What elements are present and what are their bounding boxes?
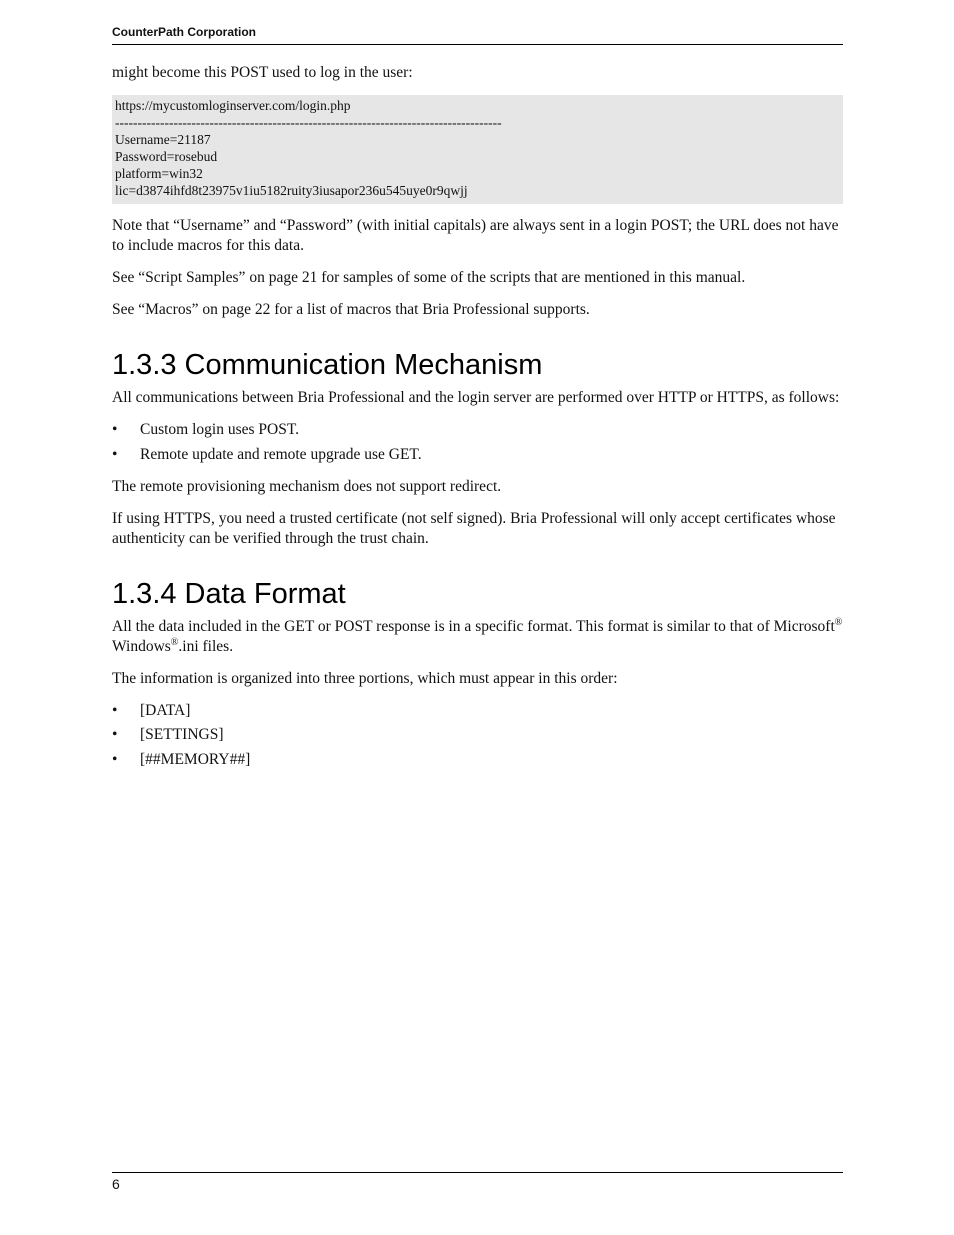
page-number: 6 xyxy=(112,1176,120,1192)
bullet-icon: • xyxy=(112,726,118,743)
data-format-text-3: .ini files. xyxy=(178,637,234,655)
page-content xyxy=(112,63,843,782)
communication-bullet-list xyxy=(112,420,843,465)
note-paragraph: Note that “Username” and “Password” (with initial capitals) are always sent in a login POST; the URL does not have to include macros for this data. xyxy=(112,217,839,254)
list-item-text: Custom login uses POST. xyxy=(140,421,300,438)
portions-paragraph: The information is organized into three portions, which must appear in this order: xyxy=(112,669,618,687)
code-line-username: Username=21187 xyxy=(115,132,211,147)
list-item xyxy=(112,420,843,440)
list-item-text: [SETTINGS] xyxy=(140,726,224,743)
data-format-paragraph xyxy=(112,617,843,657)
list-item xyxy=(112,725,843,745)
code-line-separator: -------------------------------------------------------------------------------------- xyxy=(115,115,502,130)
macros-paragraph: See “Macros” on page 22 for a list of macros that Bria Professional supports. xyxy=(112,301,590,318)
code-block xyxy=(112,95,843,204)
list-item-text: [##MEMORY##] xyxy=(140,750,251,768)
data-format-text-2: Windows xyxy=(112,637,171,655)
list-item xyxy=(112,701,843,721)
list-item xyxy=(112,445,843,465)
header-rule xyxy=(112,44,843,45)
footer-rule xyxy=(112,1172,843,1173)
https-paragraph: If using HTTPS, you need a trusted certificate (not self signed). Bria Professional will only accept certificates whose authenticity can be verified through the trust chain. xyxy=(112,509,836,547)
script-samples-paragraph: See “Script Samples” on page 21 for samples of some of the scripts that are mentioned in this manual. xyxy=(112,269,746,286)
portions-bullet-list xyxy=(112,701,843,770)
code-line-password: Password=rosebud xyxy=(115,149,218,164)
bullet-icon: • xyxy=(112,750,118,768)
bullet-icon: • xyxy=(112,445,118,463)
section-heading-communication: 1.3.3 Communication Mechanism xyxy=(112,349,543,381)
list-item-text: Remote update and remote upgrade use GET. xyxy=(140,445,422,463)
bullet-icon: • xyxy=(112,421,118,438)
list-item-text: [DATA] xyxy=(140,701,191,719)
running-header: CounterPath Corporation xyxy=(112,25,256,39)
section-heading-data-format: 1.3.4 Data Format xyxy=(112,577,346,610)
code-line-lic: lic=d3874ihfd8t23975v1iu5182ruity3iusapor236u545uye0r9qwjj xyxy=(115,183,468,198)
intro-paragraph: might become this POST used to log in the user: xyxy=(112,64,413,81)
redirect-paragraph: The remote provisioning mechanism does not support redirect. xyxy=(112,477,502,495)
document-page xyxy=(112,0,843,1235)
code-line-url: https://mycustomloginserver.com/login.php xyxy=(115,98,351,113)
registered-mark: ® xyxy=(170,636,179,648)
code-line-platform: platform=win32 xyxy=(115,166,203,181)
list-item xyxy=(112,750,843,770)
bullet-icon: • xyxy=(112,701,118,719)
registered-mark: ® xyxy=(834,616,843,628)
communication-intro: All communications between Bria Professional and the login server are performed over HTTP or HTTPS, as follows: xyxy=(112,389,840,406)
data-format-text-1: All the data included in the GET or POST response is in a specific format. This format is similar to that of Microsoft xyxy=(112,617,835,635)
